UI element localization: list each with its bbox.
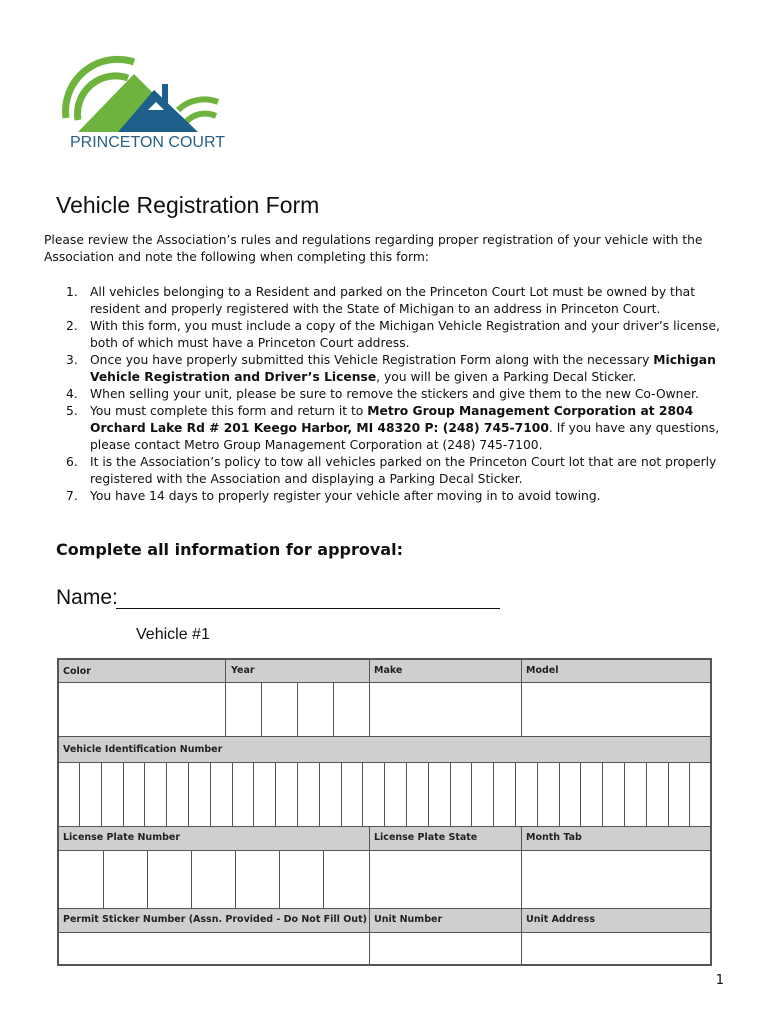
vin-box-divider (428, 762, 429, 826)
vin-box-divider (450, 762, 451, 826)
vin-box-divider (689, 762, 690, 826)
vin-box-divider (668, 762, 669, 826)
color-header: Color (63, 666, 91, 677)
approval-heading: Complete all information for approval: (56, 540, 403, 559)
rule-item: 6. It is the Association’s policy to tow all vehicles parked on the Princeton Court lot that are not properly registered with the Association and displaying a Parking Decal Sticker. (66, 455, 717, 486)
rules-list (44, 284, 724, 505)
vin-box-divider (406, 762, 407, 826)
plate-number-header: License Plate Number (63, 832, 181, 843)
vehicle-form-table (57, 658, 712, 966)
vin-box-divider (253, 762, 254, 826)
vin-box-divider (580, 762, 581, 826)
intro-paragraph: Please review the Association’s rules and regulations regarding proper registration of your vehicle with the Association and note the following when completing this form: (44, 233, 703, 264)
vin-box-divider (232, 762, 233, 826)
rule-item: 3. Once you have properly submitted this Vehicle Registration Form along with the necessary Michigan Vehicle Registration and Driver’s License, you will be given a Parking Decal Sticker. (66, 353, 716, 384)
vin-box-divider (537, 762, 538, 826)
vin-box-divider (341, 762, 342, 826)
vin-box-divider (144, 762, 145, 826)
vin-box-divider (101, 762, 102, 826)
unit-number-header: Unit Number (374, 914, 443, 925)
make-header: Make (374, 665, 403, 676)
vin-box-divider (559, 762, 560, 826)
form-title: Vehicle Registration Form (56, 192, 320, 218)
rule-item: 7. You have 14 days to properly register your vehicle after moving in to avoid towing. (66, 489, 601, 503)
vin-box-divider (79, 762, 80, 826)
vin-box-divider (602, 762, 603, 826)
permit-header: Permit Sticker Number (Assn. Provided - Do Not Fill Out) (63, 914, 367, 925)
name-label: Name: (56, 586, 118, 609)
name-input-line[interactable] (116, 608, 500, 609)
vin-box-divider (123, 762, 124, 826)
year-header: Year (231, 665, 255, 676)
month-tab-header: Month Tab (526, 832, 582, 843)
vin-box-divider (188, 762, 189, 826)
rule-item: 5. You must complete this form and return it to Metro Group Management Corporation at 2804 Orchard Lake Rd # 201 Keego Harbor, MI 48320 P: (248) 745-7100. If you have any questions, please contact Metro Group Management Corporation at (248) 745-7100. (66, 404, 720, 452)
vin-box-divider (624, 762, 625, 826)
rule-item: 4. When selling your unit, please be sure to remove the stickers and give them to the new Co-Owner. (66, 387, 699, 401)
header-row-permit (59, 908, 710, 932)
vin-box-divider (275, 762, 276, 826)
rule-item: 2. With this form, you must include a copy of the Michigan Vehicle Registration and your driver’s license, both of which must have a Princeton Court address. (66, 319, 720, 350)
vin-box-divider (515, 762, 516, 826)
model-header: Model (526, 665, 559, 676)
vin-box-divider (319, 762, 320, 826)
unit-address-header: Unit Address (526, 914, 595, 925)
header-row-vin (59, 736, 710, 762)
header-row-plate (59, 826, 710, 850)
vin-box-divider (297, 762, 298, 826)
vehicle-label: Vehicle #1 (136, 626, 210, 643)
vin-header: Vehicle Identification Number (63, 744, 223, 755)
vin-box-divider (384, 762, 385, 826)
header-row-1 (59, 660, 710, 682)
vin-box-divider (166, 762, 167, 826)
vin-box-divider (210, 762, 211, 826)
page-number: 1 (715, 973, 724, 988)
vin-box-divider (471, 762, 472, 826)
vin-box-divider (362, 762, 363, 826)
rule-item: 1. All vehicles belonging to a Resident and parked on the Princeton Court Lot must be owned by that resident and properly registered with the State of Michigan to an address in Princeton Court. (66, 285, 696, 316)
vin-box-divider (646, 762, 647, 826)
vin-box-divider (493, 762, 494, 826)
plate-state-header: License Plate State (374, 832, 478, 843)
logo-text: PRINCETON COURT (70, 134, 225, 151)
